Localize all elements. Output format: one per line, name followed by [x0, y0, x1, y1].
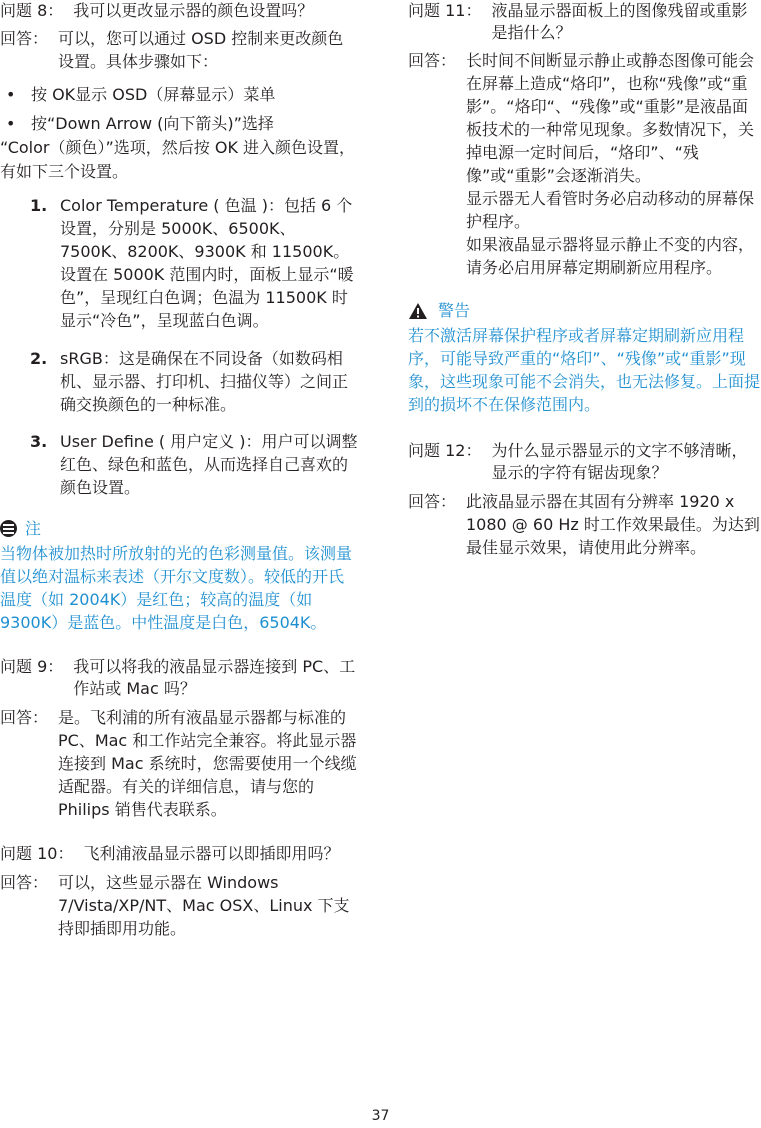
answer-text: 此液晶显示器在其固有分辨率 1920 x 1080 @ 60 Hz 时工作效果最佳。为达到最佳显示效果，请使用此分辨率。 — [466, 492, 760, 557]
question-text: 我可以将我的液晶显示器连接到 PC、工作站或 Mac 吗？ — [73, 657, 356, 698]
list-item: • 按“Down Arrow (向下箭头)”选择 — [6, 114, 274, 133]
question-text: 液晶显示器面板上的图像残留或重影是指什么？ — [491, 1, 748, 42]
question-12 — [408, 440, 761, 484]
question-text: 飞利浦液晶显示器可以即插即用吗？ — [83, 844, 340, 863]
question-10 — [0, 843, 358, 865]
answer-12 — [408, 490, 761, 559]
left-column — [0, 0, 358, 940]
right-column — [408, 0, 761, 559]
bullet-list — [0, 83, 358, 184]
answer-text: 是。飞利浦的所有液晶显示器都与标准的 PC、Mac 和工作站完全兼容。将此显示器连接到 Mac 系统时，您需要使用一个线缆适配器。有关的详细信息，请与您的 Philips 销售代表联系。 — [58, 708, 357, 819]
list-item: 3. User Define ( 用户定义 )：用户可以调整红色、绿色和蓝色，从而选择自己喜欢的颜色设置。 — [30, 432, 358, 497]
answer-label: 回答： — [0, 29, 49, 48]
list-item-continuation: “Color（颜色）”选项，然后按 OK 进入颜色设置，有如下三个设置。 — [0, 138, 356, 181]
answer-label: 回答： — [0, 873, 49, 892]
note-heading — [0, 517, 358, 540]
question-label: 问题 9： — [0, 657, 64, 676]
answer-paragraph: 如果液晶显示器将显示静止不变的内容，请务必启用屏幕定期刷新应用程序。 — [466, 235, 755, 277]
answer-9 — [0, 706, 358, 821]
question-9 — [0, 656, 358, 700]
question-label: 问题 10： — [0, 844, 74, 863]
numbered-list — [0, 194, 358, 499]
question-label: 问题 12： — [408, 441, 482, 460]
answer-label: 回答： — [408, 492, 457, 511]
list-item: 1. Color Temperature ( 色温 )：包括 6 个设置，分别是 5000K、6500K、7500K、8200K、9300K 和 11500K。设置在 5000K 范围内时，面板上显示“暖色”，呈现红白色调；色温为 11500K 时显示“冷色”，呈现蓝白色调。 — [30, 196, 354, 330]
answer-11 — [408, 49, 761, 279]
question-8 — [0, 0, 358, 22]
warning-heading — [408, 299, 761, 322]
answer-label: 回答： — [0, 708, 49, 727]
note-icon — [0, 520, 17, 537]
answer-10 — [0, 871, 358, 940]
answer-text: 可以，这些显示器在 Windows 7/Vista/XP/NT、Mac OSX、Linux 下支持即插即用功能。 — [58, 873, 350, 938]
answer-label: 回答： — [408, 51, 457, 70]
question-text: 为什么显示器显示的文字不够清晰，显示的字符有锯齿现象？ — [491, 441, 748, 482]
list-item: 2. sRGB：这是确保在不同设备（如数码相机、显示器、打印机、扫描仪等）之间正确交换颜色的一种标准。 — [30, 349, 349, 414]
question-label: 问题 11： — [408, 1, 482, 20]
page-number: 37 — [371, 1108, 390, 1124]
note-body: 当物体被加热时所放射的光的色彩测量值。该测量值以绝对温标来表述（开尔文度数）。较低的开氏温度（如 2004K）是红色；较高的温度（如 9300K）是蓝色。中性温度是白色，6504K。 — [0, 544, 353, 632]
question-label: 问题 8： — [0, 1, 64, 20]
answer-paragraph: 长时间不间断显示静止或静态图像可能会在屏幕上造成“烙印”，也称“残像”或“重影”。“烙印“、“残像”或“重影”是液晶面板技术的一种常见现象。多数情况下，关掉电源一定时间后，“烙印”、“残像”或“重影”会逐渐消失。 — [466, 51, 755, 185]
warning-title: 警告 — [438, 301, 471, 320]
answer-text: 可以，您可以通过 OSD 控制来更改颜色设置。具体步骤如下： — [58, 29, 344, 71]
question-text: 我可以更改显示器的颜色设置吗？ — [73, 1, 314, 20]
question-11 — [408, 0, 761, 44]
list-item: • 按 OK显示 OSD（屏幕显示）菜单 — [6, 85, 276, 104]
note-title: 注 — [25, 519, 42, 538]
answer-paragraph: 显示器无人看管时务必启动移动的屏幕保护程序。 — [466, 189, 755, 231]
warning-icon — [408, 302, 428, 320]
answer-8 — [0, 27, 358, 73]
warning-body: 若不激活屏幕保护程序或者屏幕定期刷新应用程序，可能导致严重的“烙印”、“残像”或“重影”现象，这些现象可能不会消失，也无法修复。上面提到的损坏不在保修范围内。 — [408, 326, 761, 414]
